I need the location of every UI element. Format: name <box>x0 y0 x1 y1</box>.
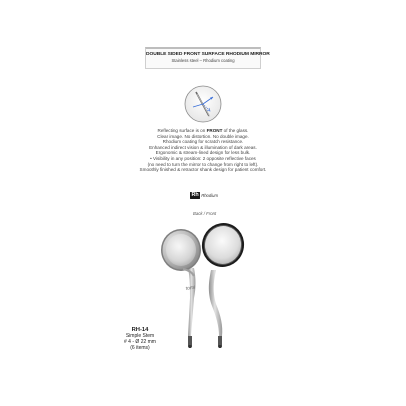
rhodium-symbol: Rh <box>191 191 199 198</box>
product-code: RH-14 <box>131 327 149 333</box>
product-header <box>145 47 270 69</box>
feature-line: Reflecting surface is on FRONT of the glass. <box>157 128 249 133</box>
header-title: DOUBLE SIDED FRONT SURFACE RHODIUM MIRROR <box>146 52 270 57</box>
feature-line: Rhodium coating for scratch resistance. <box>162 139 244 145</box>
product-size: # 4 - Ø 22 mm <box>124 339 156 345</box>
feature-line: (no need to turn the mirror to change from right to left). <box>147 161 259 167</box>
header-subtitle: Stainless steel – Rhodium coating <box>171 58 235 63</box>
feature-line: Ergonomic & stream-lined design for less bulk. <box>155 150 251 156</box>
rhodium-badge-icon <box>190 191 218 199</box>
feature-list <box>110 128 296 173</box>
feature-line: • Visibility in any position: 2 opposite reflective faces <box>150 155 256 161</box>
feature-emphasis: FRONT <box>206 128 223 133</box>
product-stem: Simple Stem <box>125 333 155 339</box>
feature-line: Enhanced indirect vision & illumination of dark areas. <box>149 144 257 150</box>
mirror-product-image <box>150 218 250 378</box>
feature-line: Smoothly finished & retractor shank design for patient comfort. <box>139 167 267 173</box>
view-caption: Back / Front <box>193 211 217 216</box>
rhodium-label: Rhodium <box>201 192 218 198</box>
engraving-text: tomi <box>185 284 196 292</box>
feature-line: Clear image. No distortion. No double image. <box>157 133 249 139</box>
product-quantity: (6 items) <box>130 345 150 351</box>
product-spec <box>120 327 160 351</box>
mirror-diagram-icon <box>183 84 223 124</box>
